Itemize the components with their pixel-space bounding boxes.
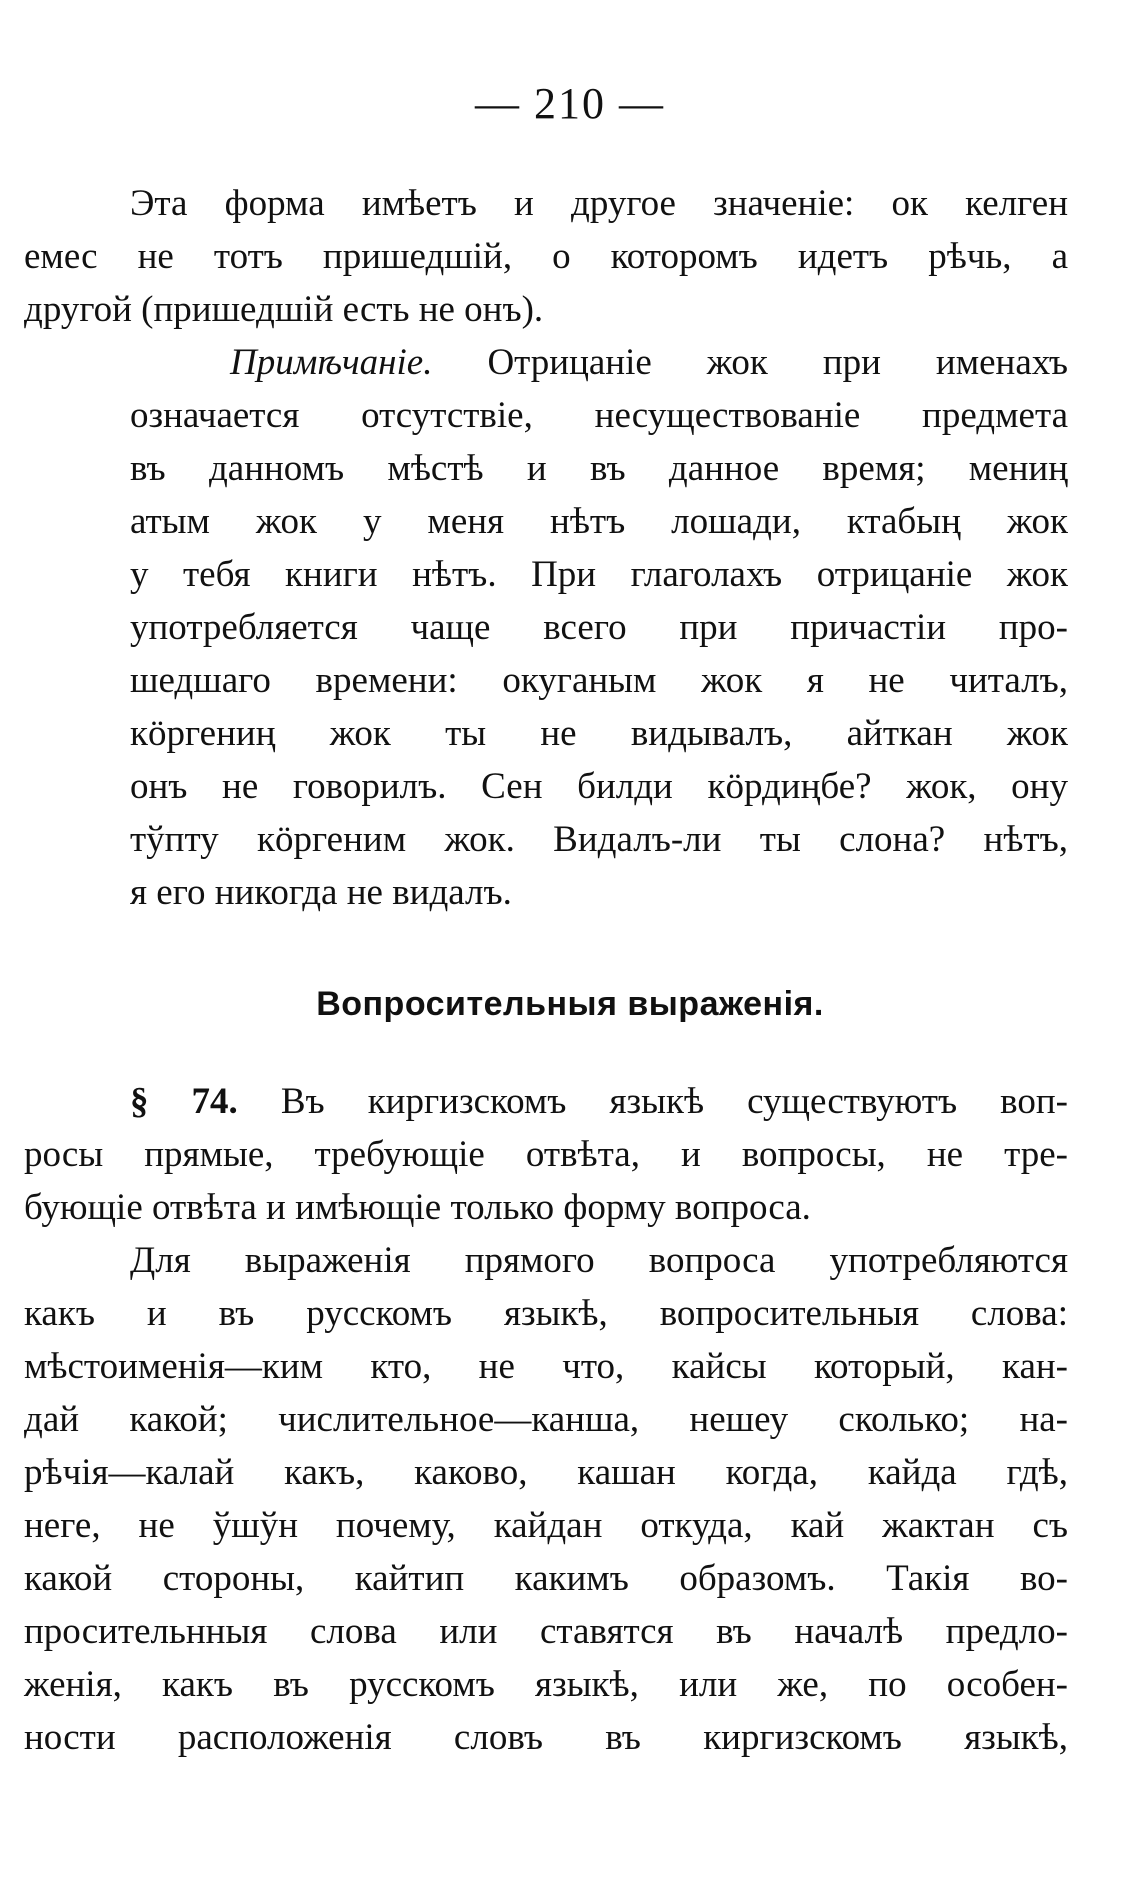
note-line-11: я его никогда не видалъ. — [130, 872, 512, 913]
section74-first-line-rest: Въ киргизскомъ языкѣ существуютъ воп- — [237, 1081, 1068, 1122]
note-line-2: означается отсутствіе, несуществованіе предмета — [130, 395, 1068, 436]
note-first-line-rest: Отрицаніе жок при именахъ — [432, 342, 1068, 383]
paragraph3-line-5: рѣчія—калай какъ, каково, кашан когда, кайда гдѣ, — [24, 1452, 1068, 1493]
note-line-3: въ данномъ мѣстѣ и въ данное время; мениң — [130, 448, 1068, 489]
section74-line-3: бующіе отвѣта и имѣющіе только форму вопроса. — [24, 1187, 811, 1228]
note-line-1 — [230, 341, 1068, 385]
paragraph3-line-3: мѣстоименія—ким кто, не что, кайсы который, кан- — [24, 1346, 1068, 1387]
note-line-9: онъ не говорилъ. Сен билди кӧрдиңбе? жок, ону — [130, 766, 1068, 807]
paragraph3-line-2: какъ и въ русскомъ языкѣ, вопросительныя слова: — [24, 1293, 1068, 1334]
paragraph1-line-2: емес не тотъ пришедшій, о которомъ идетъ рѣчь, а — [24, 236, 1068, 277]
paragraph1-line-3: другой (пришедшій есть не онъ). — [24, 289, 544, 330]
note-line-5: у тебя книги нѣтъ. При глаголахъ отрицаніе жок — [130, 554, 1068, 595]
paragraph3-line-7: какой стороны, кайтип какимъ образомъ. Такія во- — [24, 1558, 1068, 1599]
section-heading: Вопросительныя выраженія. — [316, 985, 824, 1023]
section-number: § 74. — [130, 1081, 238, 1122]
paragraph3-line-1: Для выраженія прямого вопроса употребляются — [130, 1240, 1068, 1281]
paragraph3-line-8: просительнныя слова или ставятся въ началѣ предло- — [24, 1611, 1068, 1652]
note-label: Примѣчаніе. — [230, 342, 433, 383]
paragraph1-line-1: Эта форма имѣетъ и другое значеніе: ок келген — [130, 183, 1068, 224]
note-line-4: атым жок у меня нѣтъ лошади, ктабың жок — [130, 501, 1068, 542]
paragraph3-line-4: дай какой; числительное—канша, нешеу сколько; на- — [24, 1399, 1068, 1440]
paragraph3-line-9: женія, какъ въ русскомъ языкѣ, или же, по особен- — [24, 1664, 1068, 1705]
section74-line-1 — [130, 1080, 1068, 1124]
section74-line-2: росы прямые, требующіе отвѣта, и вопросы, не тре- — [24, 1134, 1068, 1175]
page-number: — 210 — — [475, 79, 665, 128]
note-line-7: шедшаго времени: окуганым жок я не читалъ, — [130, 660, 1068, 701]
note-line-8: кӧргениң жок ты не видывалъ, айткан жок — [130, 713, 1068, 754]
note-line-10: тўпту кӧргеним жок. Видалъ-ли ты слона? нѣтъ, — [130, 819, 1068, 860]
paragraph3-line-6: неге, не ўшўн почему, кайдан откуда, кай жактан съ — [24, 1505, 1068, 1546]
paragraph3-line-10: ности расположенія словъ въ киргизскомъ языкѣ, — [24, 1717, 1068, 1758]
note-line-6: употребляется чаще всего при причастіи про- — [130, 607, 1068, 648]
